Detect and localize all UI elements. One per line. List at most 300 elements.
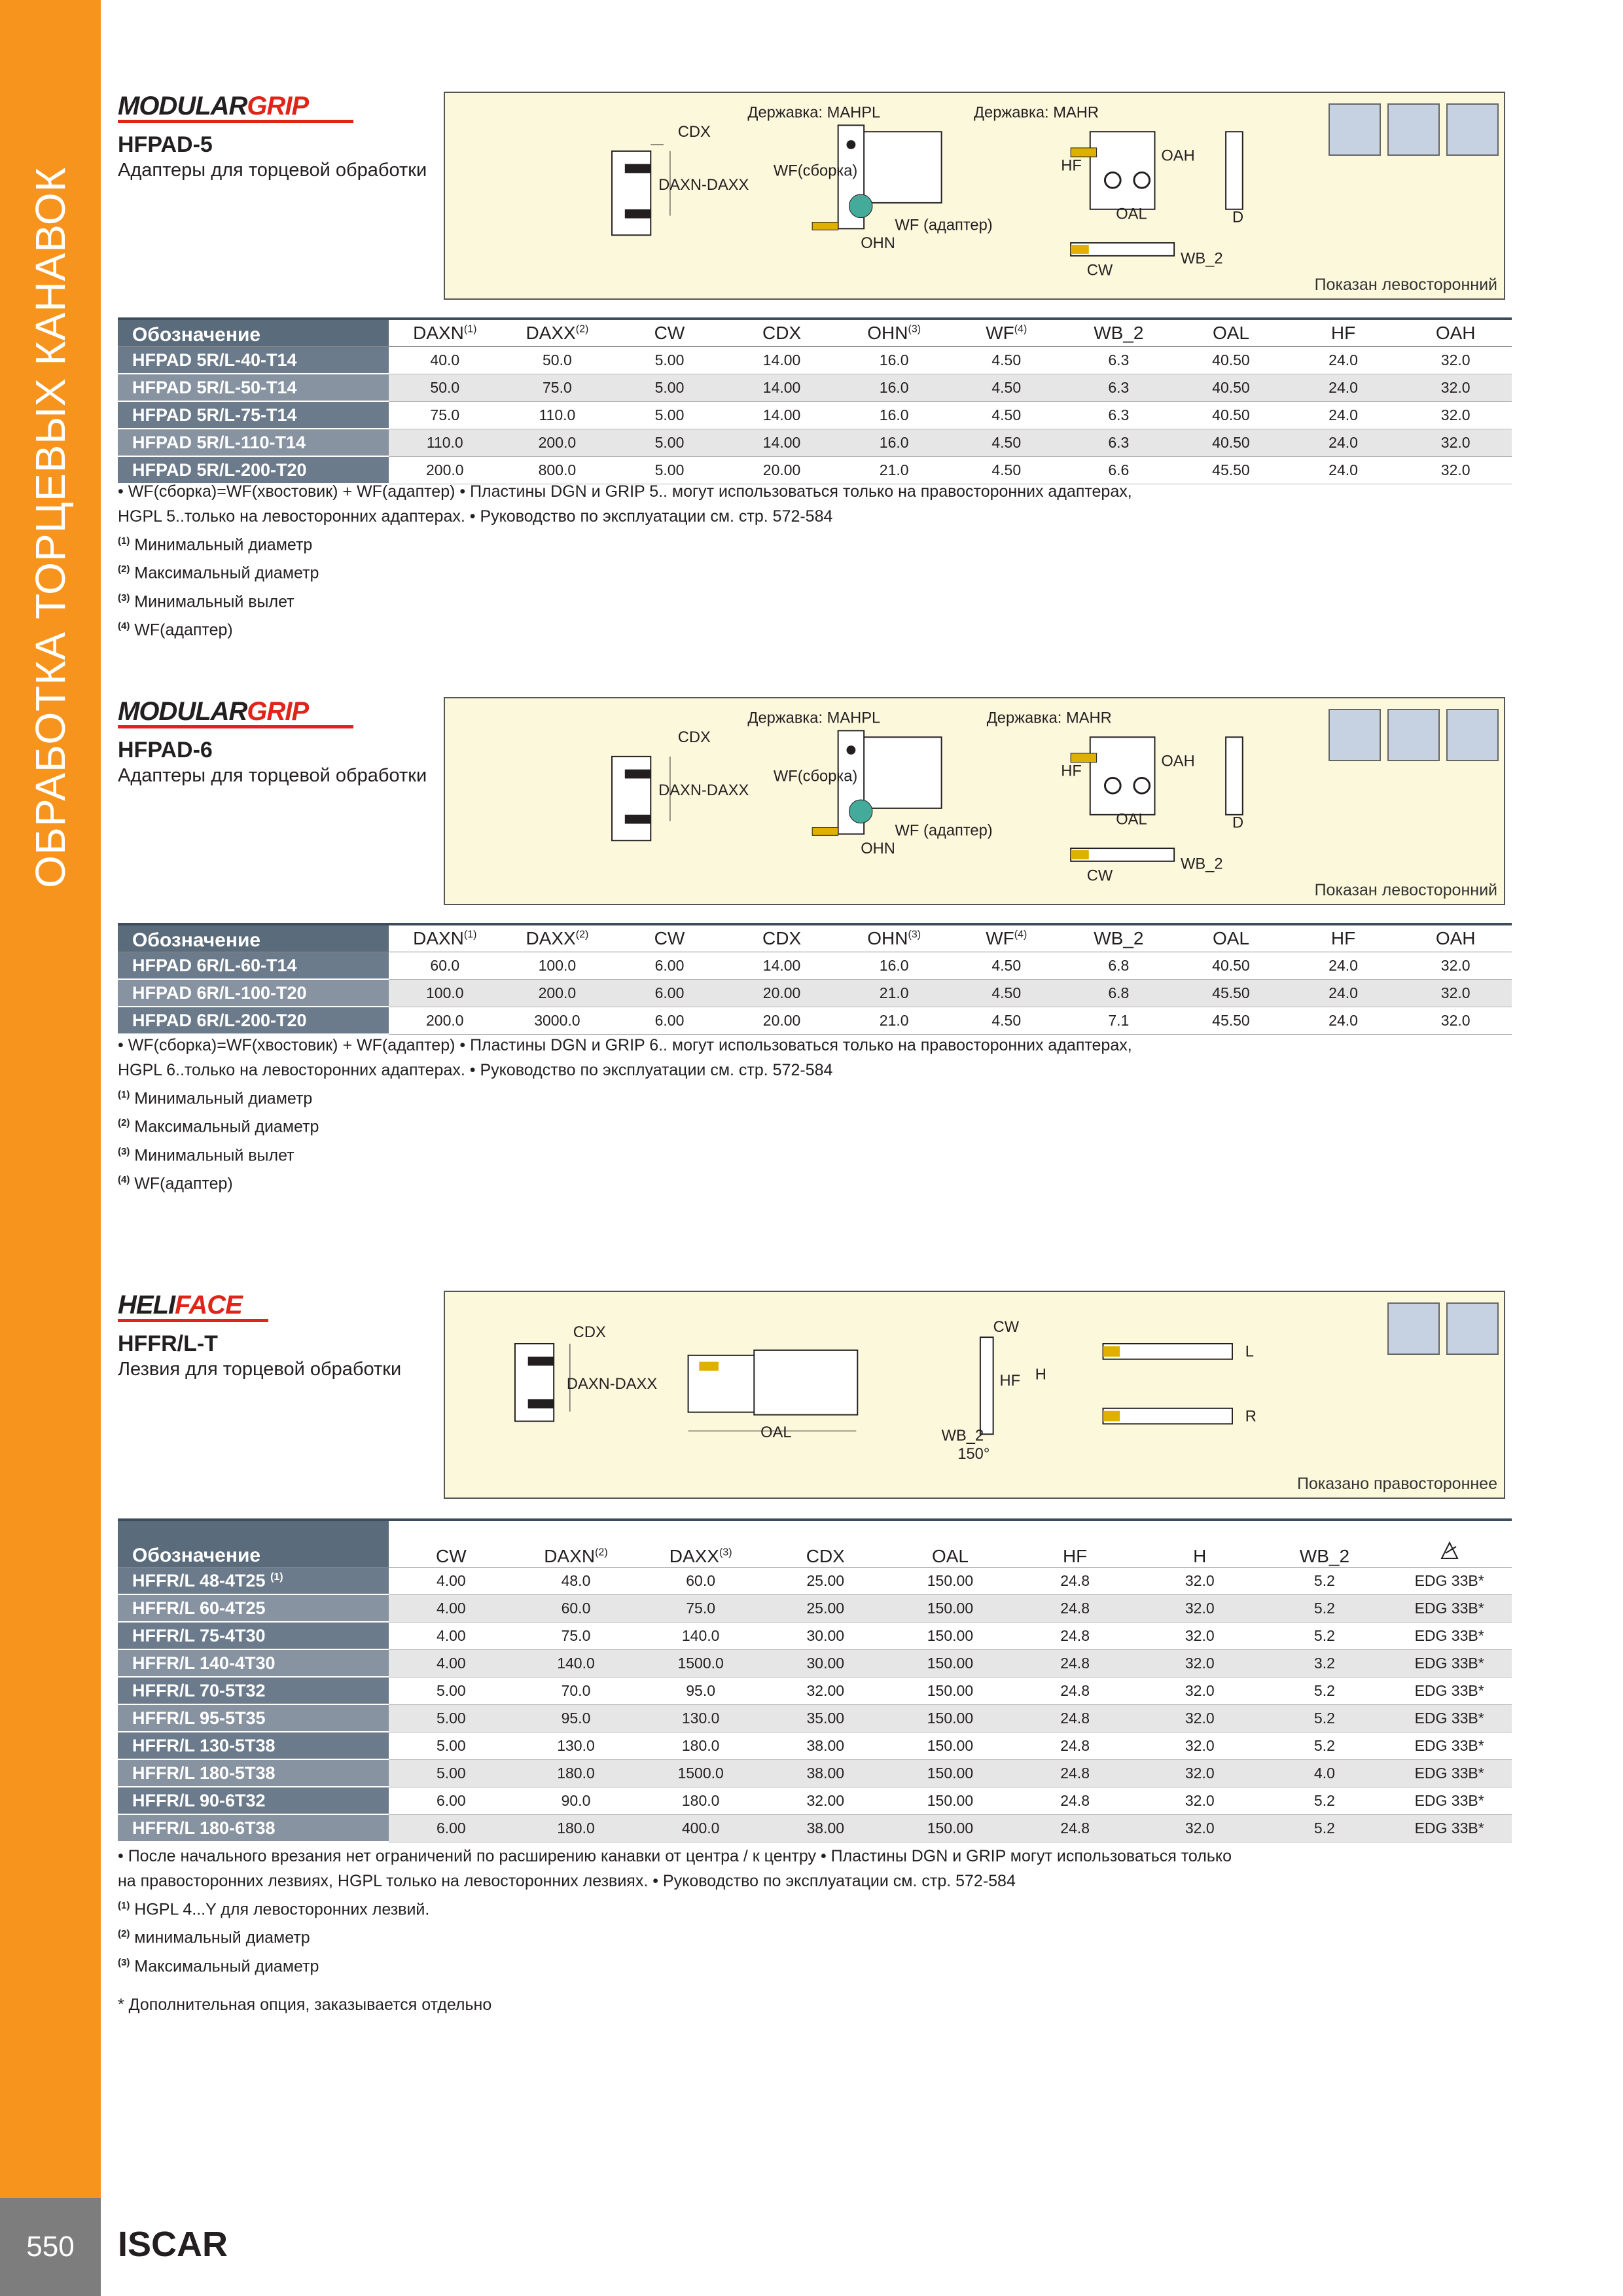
table-row [118, 1622, 1512, 1649]
table-cell: 4.00 [389, 1649, 514, 1677]
table-cell: 100.0 [389, 979, 501, 1007]
table-cell: 32.0 [1137, 1759, 1262, 1787]
table-cell: 24.0 [1287, 952, 1400, 980]
table-cell: 150.00 [888, 1759, 1013, 1787]
table-cell: 75.0 [638, 1594, 763, 1622]
product-code: HFPAD-6 [118, 738, 213, 762]
designation-cell: HFFR/L 180-5T38 [118, 1759, 389, 1787]
table-cell: EDG 33B* [1387, 1814, 1512, 1842]
table-row [118, 1594, 1512, 1622]
face-grooving-icon [1387, 103, 1440, 156]
face-grooving-icon [1446, 709, 1499, 761]
designation-cell: HFFR/L 90-6T32 [118, 1787, 389, 1814]
table-cell: 110.0 [389, 429, 501, 456]
table-cell: 200.0 [501, 429, 614, 456]
sidebar-title: ОБРАБОТКА ТОРЦЕВЫХ КАНАВОК [27, 167, 74, 888]
table-cell: 180.0 [514, 1759, 639, 1787]
table-cell: 130.0 [638, 1704, 763, 1732]
table-cell: 32.00 [763, 1787, 888, 1814]
table-cell: 4.50 [950, 374, 1063, 401]
spec-table-hfpad-6 [118, 923, 1512, 1035]
designation-cell: HFFR/L 60-4T25 [118, 1594, 389, 1622]
table-cell: 24.8 [1012, 1704, 1137, 1732]
table-row [118, 1787, 1512, 1814]
column-header: DAXX$^{(2)}$ [501, 924, 614, 952]
table-cell: 16.0 [838, 401, 950, 429]
table-cell: 6.3 [1063, 347, 1175, 374]
column-header: CDX [726, 319, 838, 347]
product-code: HFFR/L-T [118, 1331, 218, 1356]
table-cell: 16.0 [838, 952, 950, 980]
table-cell: 95.0 [514, 1704, 639, 1732]
designation-cell: HFPAD 6R/L-100-T20 [118, 979, 389, 1007]
svg-text:OHN: OHN [861, 234, 895, 252]
table-cell: 4.50 [950, 456, 1063, 484]
table-cell: EDG 33B* [1387, 1732, 1512, 1759]
svg-text:OAH: OAH [1161, 147, 1195, 165]
table-cell: 32.0 [1399, 1007, 1512, 1034]
table-cell: 5.00 [613, 429, 726, 456]
note-line: на правосторонних лезвиях, HGPL только на левосторонних лезвиях. • Руководство по эксплуатации см. стр. 572-584 [118, 1872, 1016, 1890]
face-grooving-icon [1387, 709, 1440, 761]
column-header: OAL [1175, 924, 1287, 952]
face-grooving-icon [1446, 103, 1499, 156]
table-cell: 30.00 [763, 1649, 888, 1677]
table-cell: 6.8 [1063, 952, 1175, 980]
table-cell: 25.00 [763, 1594, 888, 1622]
insert-icon [1387, 1520, 1512, 1568]
section-hfpad-5 [118, 92, 1512, 648]
table-cell: 6.3 [1063, 374, 1175, 401]
svg-text:OAL: OAL [1116, 206, 1147, 223]
product-description: Лезвия для торцевой обработки [118, 1359, 402, 1380]
table-cell: 32.0 [1137, 1568, 1262, 1595]
svg-text:CW: CW [993, 1319, 1020, 1336]
table-cell: EDG 33B* [1387, 1594, 1512, 1622]
column-header: H [1137, 1520, 1262, 1568]
face-grooving-icon [1446, 1302, 1499, 1355]
insert-icon [1436, 1539, 1463, 1562]
table-cell: 95.0 [638, 1677, 763, 1704]
table-cell: 5.00 [613, 347, 726, 374]
column-header: OAH [1399, 924, 1512, 952]
table-cell: 24.8 [1012, 1732, 1137, 1759]
table-cell: 200.0 [389, 1007, 501, 1034]
table-cell: 3000.0 [501, 1007, 614, 1034]
table-cell: 32.0 [1399, 401, 1512, 429]
table-cell: 40.0 [389, 347, 501, 374]
table-cell: 200.0 [501, 979, 614, 1007]
svg-text:D: D [1232, 814, 1244, 832]
note-line: • После начального врезания нет ограничений по расширению канавки от центра / к центру • Пластины DGN и GRIP могут использоваться только [118, 1847, 1232, 1865]
svg-text:HF: HF [1061, 762, 1082, 780]
table-cell: 1500.0 [638, 1649, 763, 1677]
shown-orientation-note: Показан левосторонний [1314, 276, 1497, 294]
table-cell: 130.0 [514, 1732, 639, 1759]
table-cell: 150.00 [888, 1677, 1013, 1704]
product-code: HFPAD-5 [118, 132, 213, 157]
column-header: WB_2 [1063, 319, 1175, 347]
svg-text:OAL: OAL [760, 1424, 792, 1442]
column-header: OAL [1175, 319, 1287, 347]
table-cell: 40.50 [1175, 429, 1287, 456]
svg-text:WF (адаптер): WF (адаптер) [895, 217, 993, 234]
table-row [118, 1649, 1512, 1677]
svg-text:HF: HF [999, 1372, 1021, 1390]
svg-text:WB_2: WB_2 [941, 1427, 984, 1445]
svg-text:HF: HF [1061, 157, 1082, 175]
table-cell: 38.00 [763, 1759, 888, 1787]
table-cell: 50.0 [389, 374, 501, 401]
svg-text:DAXN-DAXX: DAXN-DAXX [566, 1376, 658, 1393]
table-cell: 180.0 [638, 1732, 763, 1759]
svg-text:CW: CW [1086, 867, 1113, 885]
face-grooving-icon [1329, 709, 1381, 761]
page-number: 550 [0, 2198, 101, 2296]
table-cell: 25.00 [763, 1568, 888, 1595]
svg-text:WF(сборка): WF(сборка) [773, 768, 858, 785]
table-cell: 14.00 [726, 347, 838, 374]
product-description: Адаптеры для торцевой обработки [118, 160, 427, 181]
table-cell: 5.2 [1262, 1732, 1387, 1759]
table-cell: 4.50 [950, 401, 1063, 429]
table-cell: 32.0 [1399, 347, 1512, 374]
svg-text:L: L [1245, 1343, 1254, 1361]
column-header: DAXN$^{(1)}$ [389, 924, 501, 952]
table-cell: 32.0 [1137, 1677, 1262, 1704]
footnote: $^{(4)}$ WF(адаптер) [118, 620, 233, 639]
table-cell: 32.0 [1137, 1704, 1262, 1732]
table-cell: 6.3 [1063, 429, 1175, 456]
footnote: $^{(3)}$ Максимальный диаметр [118, 1956, 319, 1975]
column-header: HF [1287, 924, 1400, 952]
table-cell: 45.50 [1175, 979, 1287, 1007]
table-cell: 45.50 [1175, 1007, 1287, 1034]
column-header: DAXX$^{(2)}$ [501, 319, 614, 347]
footer-note: * Дополнительная опция, заказывается отдельно [118, 1996, 492, 2014]
technical-diagram [444, 1291, 1505, 1499]
svg-text:OAL: OAL [1116, 811, 1147, 829]
column-header: WB_2 [1262, 1520, 1387, 1568]
table-cell: 24.8 [1012, 1759, 1137, 1787]
note-line: HGPL 6..только на левосторонних адаптерах. • Руководство по эксплуатации см. стр. 572-584 [118, 1061, 833, 1079]
column-header: OAL [888, 1520, 1013, 1568]
table-cell: 6.00 [389, 1787, 514, 1814]
table-cell: EDG 33B* [1387, 1622, 1512, 1649]
column-header: WF$^{(4)}$ [950, 924, 1063, 952]
section-hffr-l-t [118, 1291, 1512, 2076]
table-cell: 5.00 [389, 1704, 514, 1732]
face-grooving-icon [1387, 1302, 1440, 1355]
table-cell: 32.0 [1137, 1622, 1262, 1649]
footnote: $^{(4)}$ WF(адаптер) [118, 1174, 233, 1193]
table-cell: 100.0 [501, 952, 614, 980]
table-cell: EDG 33B* [1387, 1787, 1512, 1814]
table-cell: 24.8 [1012, 1649, 1137, 1677]
column-header: OAH [1399, 319, 1512, 347]
product-description: Адаптеры для торцевой обработки [118, 765, 427, 786]
designation-cell: HFPAD 5R/L-200-T20 [118, 456, 389, 484]
table-cell: 32.0 [1399, 979, 1512, 1007]
diagram-drawing [445, 1292, 1504, 1498]
svg-text:OHN: OHN [861, 840, 895, 857]
table-cell: 21.0 [838, 456, 950, 484]
table-cell: 75.0 [514, 1622, 639, 1649]
table-row [118, 1568, 1512, 1595]
table-cell: 16.0 [838, 429, 950, 456]
table-cell: 110.0 [501, 401, 614, 429]
footnote: $^{(3)}$ Минимальный вылет [118, 1145, 294, 1164]
table-cell: 14.00 [726, 401, 838, 429]
notes [118, 479, 1132, 642]
column-header: OHN$^{(3)}$ [838, 319, 950, 347]
designation-cell: HFPAD 5R/L-50-T14 [118, 374, 389, 401]
footnote: $^{(1)}$ Минимальный диаметр [118, 535, 313, 554]
footnote: $^{(2)}$ минимальный диаметр [118, 1928, 310, 1947]
table-cell: EDG 33B* [1387, 1677, 1512, 1704]
modular-grip-logo: MODULARGRIP [118, 92, 353, 118]
notes [118, 1844, 1232, 1979]
note-line: • WF(сборка)=WF(хвостовик) + WF(адаптер) • Пластины DGN и GRIP 6.. могут использоваться только на правосторонних адаптерах, [118, 1036, 1132, 1054]
table-cell: 90.0 [514, 1787, 639, 1814]
table-cell: 24.0 [1287, 401, 1400, 429]
table-cell: 14.00 [726, 952, 838, 980]
table-cell: 6.00 [613, 1007, 726, 1034]
table-cell: 180.0 [638, 1787, 763, 1814]
designation-cell: HFPAD 5R/L-110-T14 [118, 429, 389, 456]
table-cell: 3.2 [1262, 1649, 1387, 1677]
table-cell: EDG 33B* [1387, 1704, 1512, 1732]
table-row [118, 347, 1512, 374]
table-cell: 20.00 [726, 1007, 838, 1034]
notes [118, 1033, 1132, 1196]
table-cell: 6.00 [389, 1814, 514, 1842]
table-cell: 60.0 [514, 1594, 639, 1622]
table-cell: 32.0 [1137, 1787, 1262, 1814]
column-header: CW [613, 319, 726, 347]
svg-text:Державка: MAHPL: Державка: MAHPL [747, 104, 881, 122]
table-cell: 5.00 [613, 456, 726, 484]
table-cell: 5.2 [1262, 1787, 1387, 1814]
table-cell: 150.00 [888, 1622, 1013, 1649]
table-row [118, 1732, 1512, 1759]
table-cell: 38.00 [763, 1732, 888, 1759]
designation-cell: HFFR/L 75-4T30 [118, 1622, 389, 1649]
table-cell: 32.00 [763, 1677, 888, 1704]
table-cell: 70.0 [514, 1677, 639, 1704]
svg-text:150°: 150° [957, 1445, 990, 1463]
table-row [118, 429, 1512, 456]
table-cell: 50.0 [501, 347, 614, 374]
column-header-designation: Обозначение [118, 924, 389, 952]
table-cell: 14.00 [726, 374, 838, 401]
svg-text:WB_2: WB_2 [1180, 855, 1223, 873]
svg-text:WF(сборка): WF(сборка) [773, 162, 858, 180]
table-cell: 5.00 [613, 374, 726, 401]
table-cell: 24.8 [1012, 1594, 1137, 1622]
table-cell: 40.50 [1175, 347, 1287, 374]
svg-text:D: D [1232, 209, 1244, 226]
table-cell: 21.0 [838, 979, 950, 1007]
table-cell: 24.0 [1287, 374, 1400, 401]
table-cell: 32.0 [1399, 429, 1512, 456]
table-cell: 32.0 [1399, 456, 1512, 484]
designation-cell: HFPAD 5R/L-40-T14 [118, 347, 389, 374]
table-cell: 24.8 [1012, 1814, 1137, 1842]
table-cell: 150.00 [888, 1704, 1013, 1732]
spec-table-hfpad-5 [118, 317, 1512, 484]
table-cell: 16.0 [838, 347, 950, 374]
svg-text:Державка: MAHR: Державка: MAHR [986, 709, 1112, 727]
column-header: WB_2 [1063, 924, 1175, 952]
table-cell: 60.0 [638, 1568, 763, 1595]
table-cell: 400.0 [638, 1814, 763, 1842]
table-cell: 35.00 [763, 1704, 888, 1732]
table-row [118, 401, 1512, 429]
table-row [118, 1814, 1512, 1842]
table-cell: 7.1 [1063, 1007, 1175, 1034]
footnote: $^{(2)}$ Максимальный диаметр [118, 564, 319, 583]
svg-text:OAH: OAH [1161, 753, 1195, 770]
table-cell: 60.0 [389, 952, 501, 980]
table-cell: 5.00 [389, 1732, 514, 1759]
table-cell: 24.0 [1287, 347, 1400, 374]
note-line: • WF(сборка)=WF(хвостовик) + WF(адаптер) • Пластины DGN и GRIP 5.. могут использоваться только на правосторонних адаптерах, [118, 482, 1132, 501]
table-cell: 6.8 [1063, 979, 1175, 1007]
table-cell: 6.00 [613, 952, 726, 980]
shown-orientation-note: Показан левосторонний [1314, 881, 1497, 899]
designation-cell: HFFR/L 130-5T38 [118, 1732, 389, 1759]
table-cell: 5.2 [1262, 1594, 1387, 1622]
table-cell: 4.50 [950, 952, 1063, 980]
table-cell: 140.0 [638, 1622, 763, 1649]
column-header: DAXX$^{(3)}$ [638, 1520, 763, 1568]
spec-table-hffr-l-t [118, 1518, 1512, 1842]
column-header: CDX [763, 1520, 888, 1568]
table-cell: 32.0 [1399, 374, 1512, 401]
footnote: $^{(2)}$ Максимальный диаметр [118, 1117, 319, 1136]
column-header: CW [389, 1520, 514, 1568]
designation-cell: HFFR/L 95-5T35 [118, 1704, 389, 1732]
table-cell: 24.0 [1287, 979, 1400, 1007]
table-cell: EDG 33B* [1387, 1759, 1512, 1787]
table-cell: 5.2 [1262, 1704, 1387, 1732]
table-cell: 14.00 [726, 429, 838, 456]
column-header: OHN$^{(3)}$ [838, 924, 950, 952]
table-cell: 20.00 [726, 456, 838, 484]
table-cell: 24.8 [1012, 1677, 1137, 1704]
designation-cell: HFFR/L 48-4T25 $^{(1)}$ [118, 1568, 389, 1595]
table-cell: 6.00 [613, 979, 726, 1007]
table-row [118, 1704, 1512, 1732]
modular-grip-logo: MODULARGRIP [118, 697, 353, 723]
svg-text:Державка: MAHR: Державка: MAHR [974, 104, 1099, 122]
section-hfpad-6 [118, 697, 1512, 1208]
column-header: CW [613, 924, 726, 952]
table-cell: 4.00 [389, 1622, 514, 1649]
svg-text:CW: CW [1086, 262, 1113, 279]
table-cell: 5.2 [1262, 1677, 1387, 1704]
table-row [118, 1007, 1512, 1034]
table-cell: 150.00 [888, 1594, 1013, 1622]
designation-cell: HFFR/L 140-4T30 [118, 1649, 389, 1677]
table-cell: 24.8 [1012, 1787, 1137, 1814]
table-cell: 180.0 [514, 1814, 639, 1842]
table-cell: 5.2 [1262, 1814, 1387, 1842]
footnote: $^{(1)}$ Минимальный диаметр [118, 1089, 313, 1108]
table-cell: EDG 33B* [1387, 1649, 1512, 1677]
svg-text:Державка: MAHPL: Державка: MAHPL [747, 709, 881, 727]
table-cell: 75.0 [501, 374, 614, 401]
table-cell: 45.50 [1175, 456, 1287, 484]
table-cell: 40.50 [1175, 401, 1287, 429]
table-cell: 150.00 [888, 1568, 1013, 1595]
table-cell: 5.00 [613, 401, 726, 429]
table-cell: 150.00 [888, 1787, 1013, 1814]
table-cell: 150.00 [888, 1814, 1013, 1842]
table-cell: EDG 33B* [1387, 1568, 1512, 1595]
shown-orientation-note: Показано правостороннее [1296, 1475, 1497, 1493]
table-cell: 48.0 [514, 1568, 639, 1595]
svg-text:CDX: CDX [677, 124, 711, 141]
svg-text:H: H [1035, 1366, 1046, 1384]
table-row [118, 952, 1512, 980]
svg-text:CDX: CDX [677, 729, 711, 747]
table-cell: 75.0 [389, 401, 501, 429]
svg-text:DAXN-DAXX: DAXN-DAXX [658, 177, 749, 194]
table-cell: 4.00 [389, 1568, 514, 1595]
note-line: HGPL 5..только на левосторонних адаптерах. • Руководство по эксплуатации см. стр. 572-584 [118, 507, 833, 526]
table-cell: 24.0 [1287, 429, 1400, 456]
designation-cell: HFFR/L 70-5T32 [118, 1677, 389, 1704]
designation-cell: HFFR/L 180-6T38 [118, 1814, 389, 1842]
table-cell: 150.00 [888, 1649, 1013, 1677]
table-cell: 800.0 [501, 456, 614, 484]
column-header: HF [1287, 319, 1400, 347]
footnote: $^{(3)}$ Минимальный вылет [118, 592, 294, 611]
svg-text:WB_2: WB_2 [1180, 250, 1223, 268]
designation-cell: HFPAD 6R/L-200-T20 [118, 1007, 389, 1034]
column-header: DAXN$^{(2)}$ [514, 1520, 639, 1568]
table-cell: 40.50 [1175, 374, 1287, 401]
brand-logo: ISCAR [118, 2225, 228, 2264]
svg-text:DAXN-DAXX: DAXN-DAXX [658, 782, 749, 800]
table-cell: 24.0 [1287, 456, 1400, 484]
table-cell: 38.00 [763, 1814, 888, 1842]
table-cell: 30.00 [763, 1622, 888, 1649]
table-cell: 200.0 [389, 456, 501, 484]
table-cell: 5.2 [1262, 1622, 1387, 1649]
table-cell: 5.2 [1262, 1568, 1387, 1595]
table-cell: 24.8 [1012, 1622, 1137, 1649]
designation-cell: HFPAD 5R/L-75-T14 [118, 401, 389, 429]
table-cell: 32.0 [1137, 1649, 1262, 1677]
table-cell: 32.0 [1137, 1814, 1262, 1842]
footnote: $^{(1)}$ HGPL 4...Y для левосторонних лезвий. [118, 1900, 430, 1919]
table-cell: 4.00 [389, 1594, 514, 1622]
table-cell: 6.6 [1063, 456, 1175, 484]
table-cell: 32.0 [1137, 1732, 1262, 1759]
table-cell: 1500.0 [638, 1759, 763, 1787]
table-cell: 40.50 [1175, 952, 1287, 980]
table-cell: 32.0 [1399, 952, 1512, 980]
table-cell: 5.00 [389, 1759, 514, 1787]
table-row [118, 979, 1512, 1007]
column-header: CDX [726, 924, 838, 952]
table-row [118, 1759, 1512, 1787]
table-cell: 20.00 [726, 979, 838, 1007]
table-cell: 140.0 [514, 1649, 639, 1677]
